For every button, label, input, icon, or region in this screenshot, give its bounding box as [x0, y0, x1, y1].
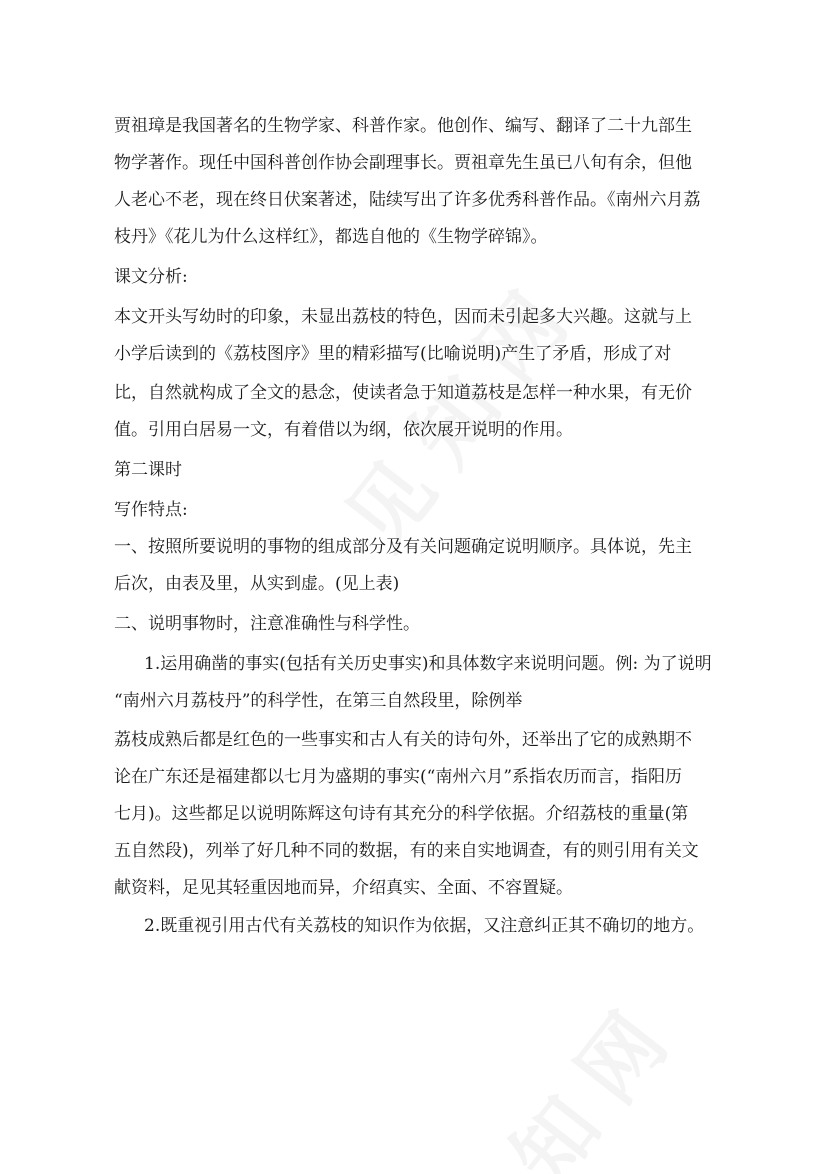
paragraph-line: 二、说明事物时，注意准确性与科学性。	[114, 614, 420, 634]
section-heading: 第二课时	[114, 460, 182, 480]
watermark	[315, 247, 603, 570]
paragraph-line: 本文开头写幼时的印象，未显出荔枝的特色，因而未引起多大兴趣。这就与上	[114, 307, 692, 327]
paragraph-line: 五自然段)，列举了好几种不同的数据，有的来自实地调查，有的则引用有关文	[114, 841, 699, 861]
paragraph-line: 论在广东还是福建都以七月为盛期的事实(“南州六月”系指农历而言，指阳历	[114, 767, 683, 787]
section-heading: 课文分析:	[114, 267, 188, 287]
section-heading: 写作特点:	[114, 500, 188, 520]
paragraph-line: 贾祖璋是我国著名的生物学家、科普作家。他创作、编写、翻译了二十九部生	[114, 116, 692, 136]
paragraph-line: 小学后读到的《荔枝图序》里的精彩描写(比喻说明)产生了矛盾，形成了对	[114, 344, 672, 364]
paragraph-line: 比，自然就构成了全文的悬念，使读者急于知道荔枝是怎样一种水果，有无价	[114, 383, 692, 403]
paragraph-line: 值。引用白居易一文，有着借以为纲，依次展开说明的作用。	[114, 420, 573, 440]
watermark	[415, 967, 703, 1174]
paragraph-line: 荔枝成熟后都是红色的一些事实和古人有关的诗句外，还举出了它的成熟期不	[114, 730, 692, 750]
paragraph-line: 七月)。这些都足以说明陈辉这句诗有其充分的科学依据。介绍荔枝的重量(第	[114, 804, 689, 824]
paragraph-line: 一、按照所要说明的事物的组成部分及有关问题确定说明顺序。具体说，先主	[114, 537, 692, 557]
paragraph-line: 枝丹》《花儿为什么这样红》，都选自他的《生物学碎锦》。	[114, 227, 548, 247]
paragraph-line: 人老心不老，现在终日伏案著述，陆续写出了许多优秀科普作品。《南州六月荔	[114, 190, 701, 210]
paragraph-line: 1.运用确凿的事实(包括有关历史事实)和具体数字来说明问题。例: 为了说明	[144, 654, 712, 674]
paragraph-line: 献资料，足见其轻重因地而异，介绍真实、全面、不容置疑。	[114, 878, 573, 898]
paragraph-line: 物学著作。现任中国科普创作协会副理事长。贾祖章先生虽已八旬有余，但他	[114, 153, 692, 173]
paragraph-line: “南州六月荔枝丹”的科学性，在第三自然段里，除例举	[114, 691, 523, 711]
paragraph-line: 2.既重视引用古代有关荔枝的知识作为依据，又注意纠正其不确切的地方。	[144, 916, 705, 936]
paragraph-line: 后次，由表及里，从实到虚。(见上表)	[114, 574, 400, 594]
